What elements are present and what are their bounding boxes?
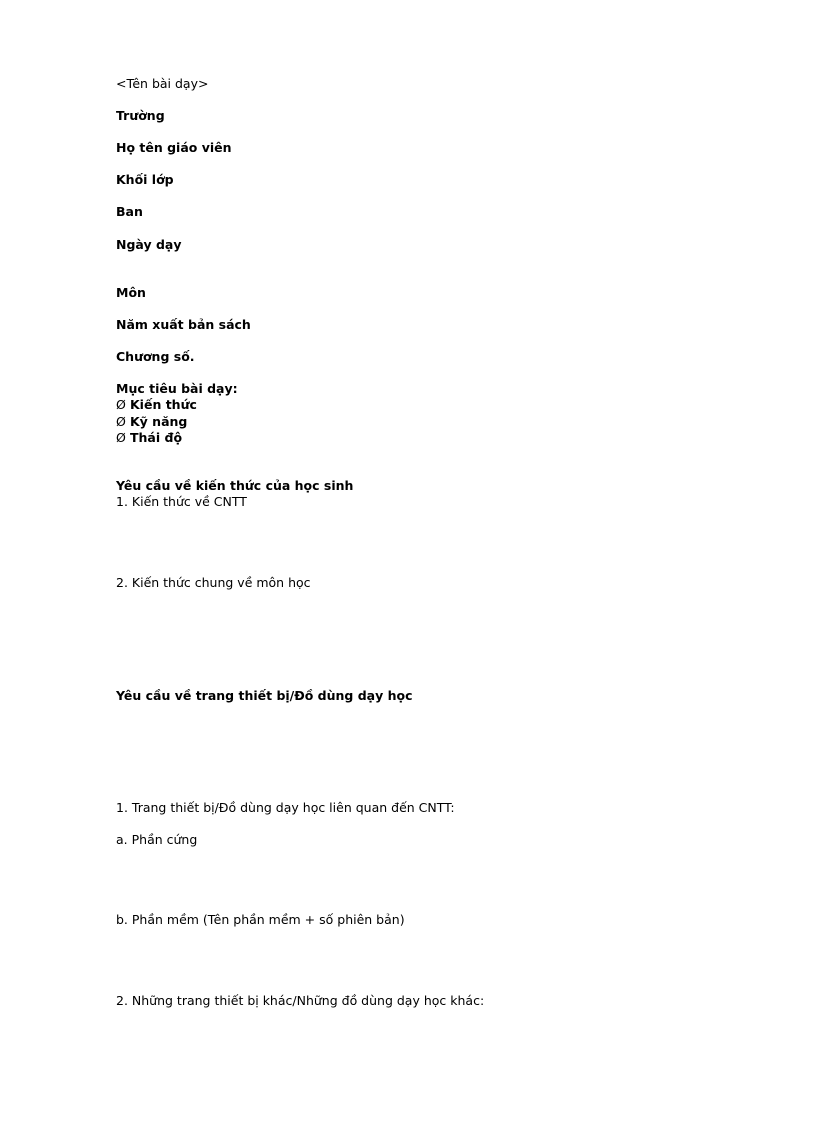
- field-teaching-date: Ngày dạy: [116, 237, 182, 252]
- equipment-item-other: 2. Những trang thiết bị khác/Những đồ dùng dạy học khác:: [116, 993, 485, 1008]
- objective-item: [116, 397, 197, 413]
- objective-label: Kỹ năng: [130, 414, 188, 429]
- equipment-heading: Yêu cầu về trang thiết bị/Đồ dùng dạy học: [116, 688, 413, 703]
- field-teacher-name: Họ tên giáo viên: [116, 140, 232, 155]
- objective-item: [116, 430, 182, 446]
- student-knowledge-item-it: 1. Kiến thức về CNTT: [116, 494, 247, 509]
- field-grade: Khối lớp: [116, 172, 174, 187]
- equipment-hardware: a. Phần cứng: [116, 832, 198, 847]
- field-section: Ban: [116, 204, 143, 219]
- equipment-item-it: 1. Trang thiết bị/Đồ dùng dạy học liên quan đến CNTT:: [116, 800, 455, 815]
- objective-item: [116, 414, 187, 430]
- student-knowledge-heading: Yêu cầu về kiến thức của học sinh: [116, 478, 354, 493]
- equipment-software: b. Phần mềm (Tên phần mềm + số phiên bản): [116, 912, 405, 927]
- objective-label: Kiến thức: [130, 397, 197, 412]
- bullet-icon: Ø: [116, 414, 126, 429]
- objective-label: Thái độ: [130, 430, 183, 445]
- field-school: Trường: [116, 108, 165, 123]
- field-subject: Môn: [116, 285, 146, 300]
- bullet-icon: Ø: [116, 397, 126, 412]
- lesson-title: <Tên bài dạy>: [116, 76, 209, 91]
- field-book-year: Năm xuất bản sách: [116, 317, 251, 332]
- bullet-icon: Ø: [116, 430, 126, 445]
- objectives-heading: Mục tiêu bài dạy:: [116, 381, 238, 396]
- student-knowledge-item-subject: 2. Kiến thức chung về môn học: [116, 575, 311, 590]
- field-chapter: Chương số.: [116, 349, 195, 364]
